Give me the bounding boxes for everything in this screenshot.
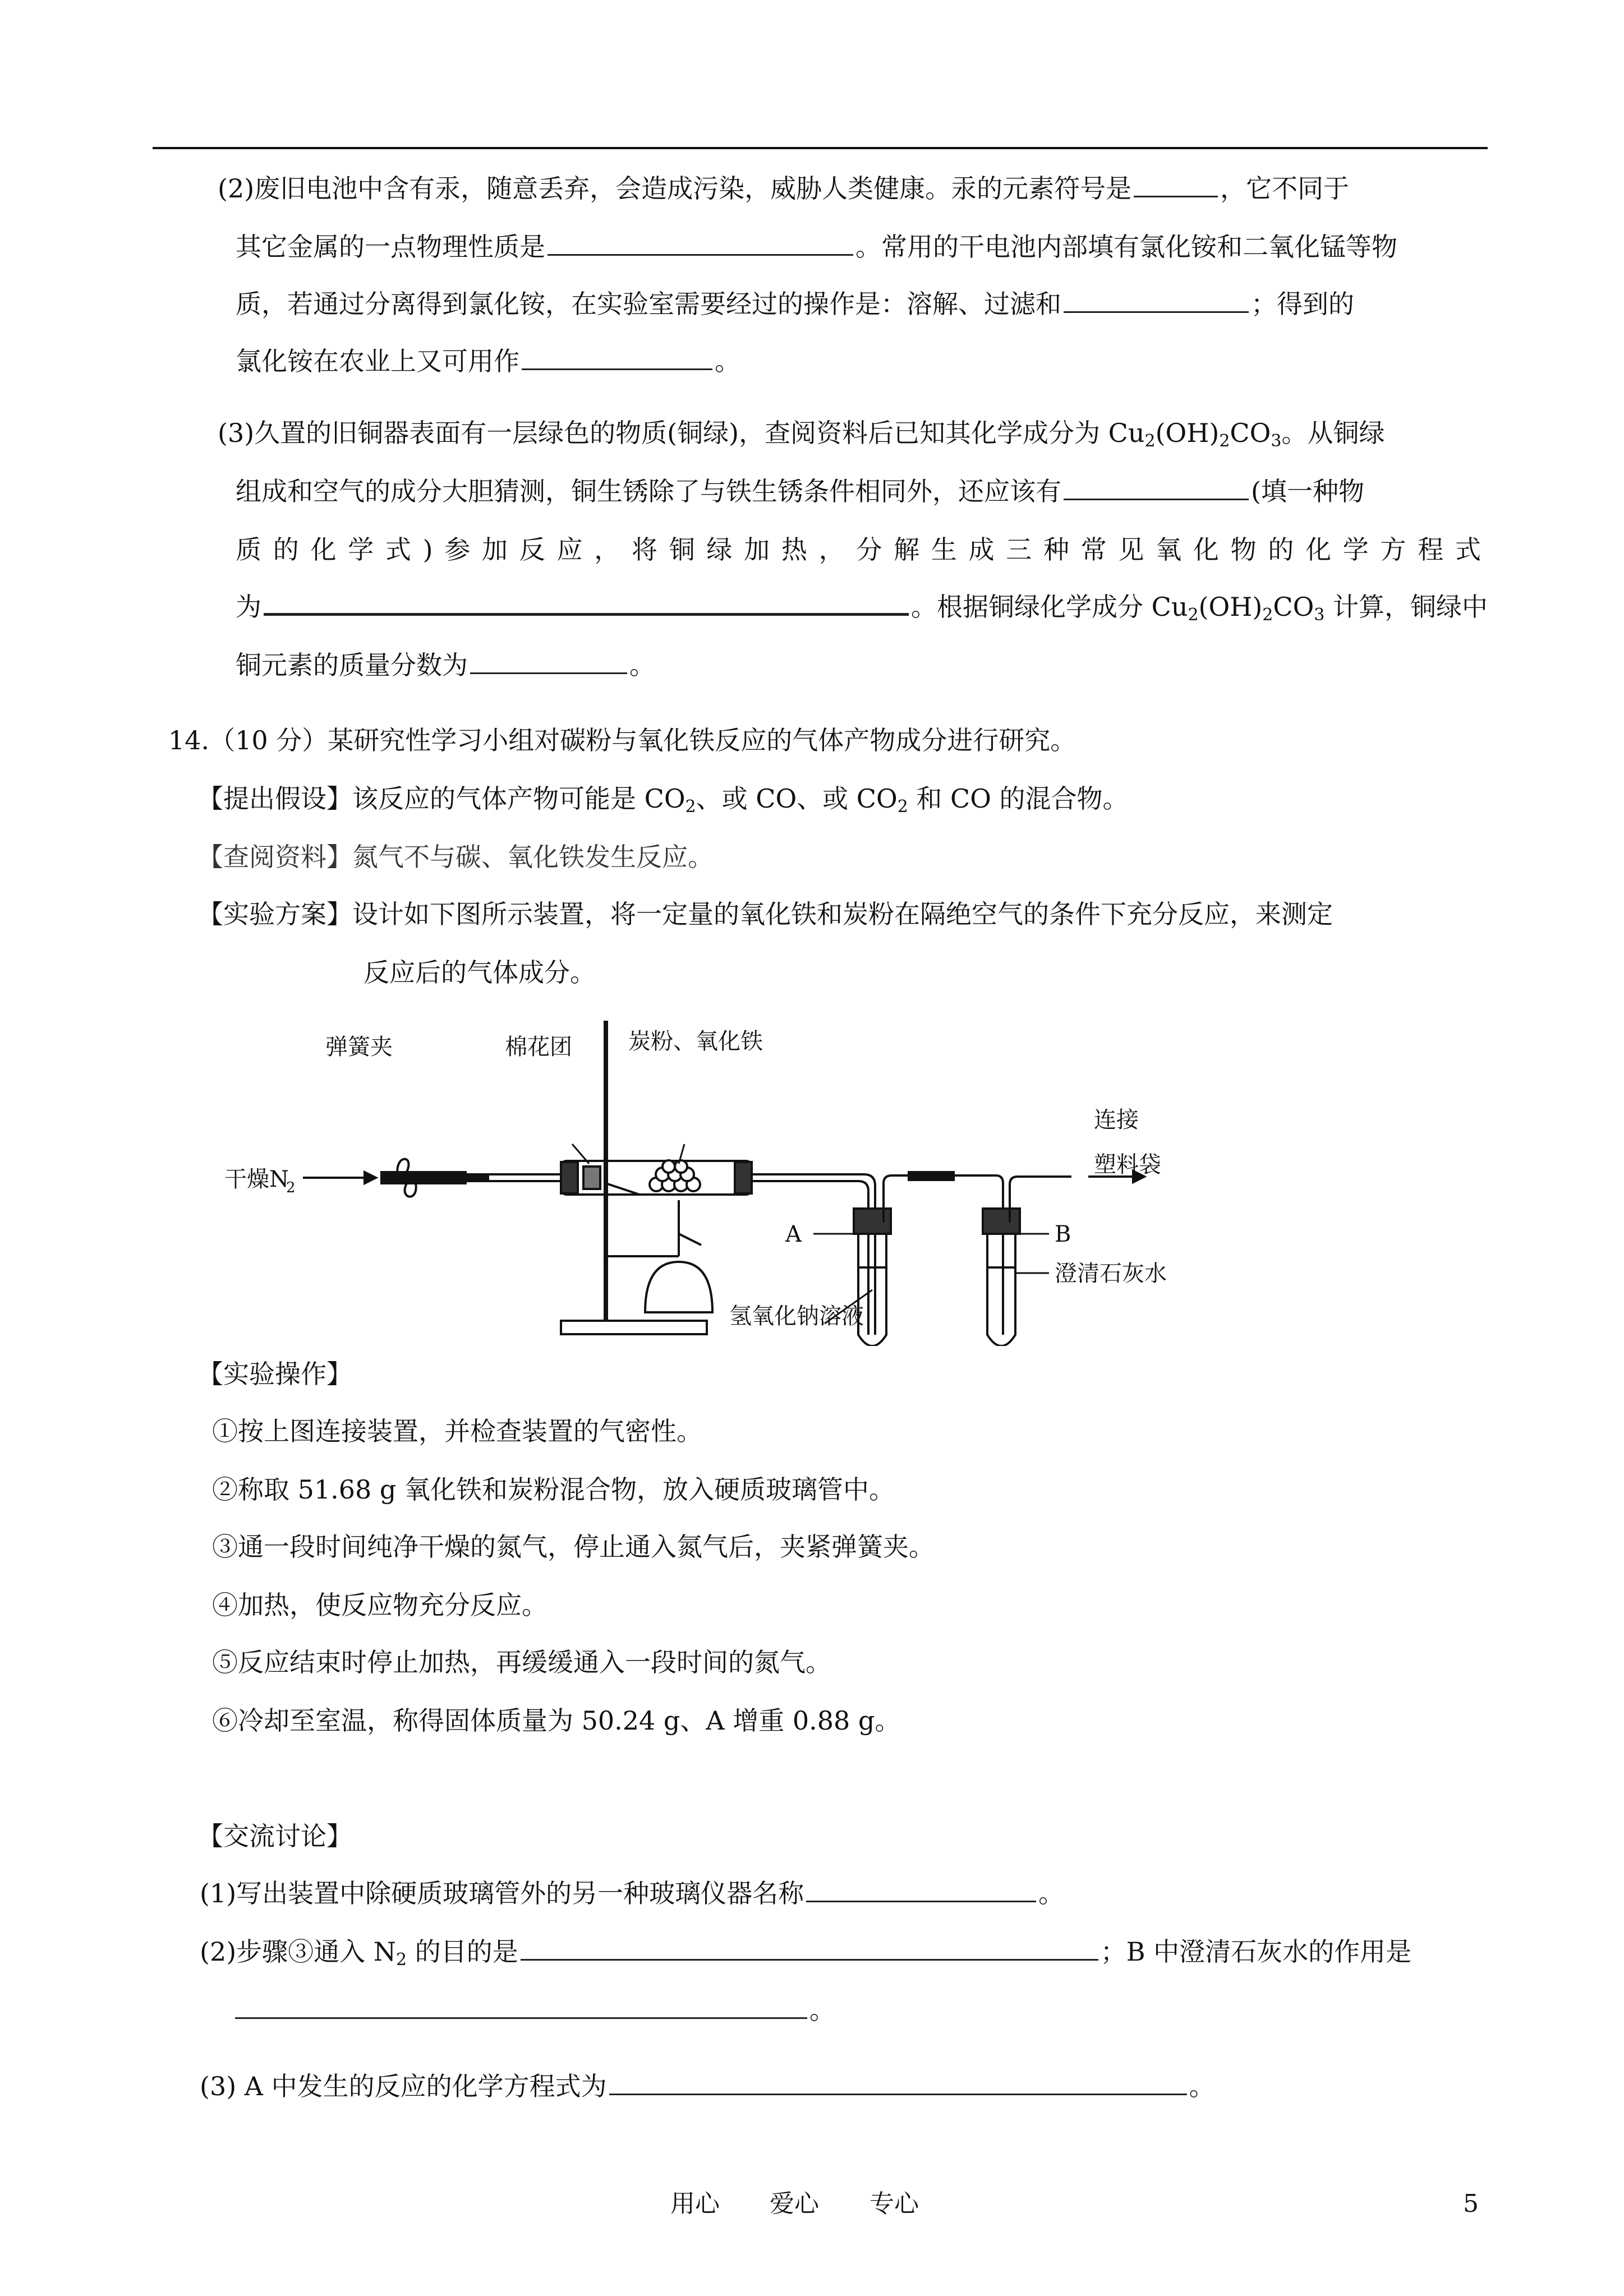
answer-blank[interactable] (235, 1995, 807, 2019)
text: 。 (809, 1995, 835, 2025)
section-label: 【提出假设】 (197, 783, 352, 814)
text: CO (1273, 592, 1314, 622)
step-text: ⑥冷却至室温，称得固体质量为 50.24 g、A 增重 0.88 g。 (212, 1705, 901, 1736)
text: 。根据铜绿化学成分 Cu (911, 592, 1188, 622)
subscript: 3 (1271, 431, 1282, 451)
text: 、或 CO、或 CO (696, 783, 898, 814)
answer-blank[interactable] (1064, 289, 1249, 313)
label-connect: 连接 (1094, 1107, 1139, 1133)
step-text: ①按上图连接装置，并检查装置的气密性。 (212, 1416, 702, 1446)
operation-step-1 (212, 1414, 702, 1448)
clamp-arm (606, 1183, 640, 1195)
q13-3-line1 (218, 416, 1384, 450)
text: 其它金属的一点物理性质是 (236, 232, 545, 262)
test-tube-b (987, 1223, 1015, 1346)
section-label: 【查阅资料】 (197, 842, 352, 872)
label-limewater: 澄清石灰水 (1055, 1261, 1167, 1287)
label-plastic-bag: 塑料袋 (1094, 1152, 1161, 1178)
answer-blank-equation[interactable] (264, 591, 909, 616)
answer-blank[interactable] (521, 1937, 1098, 1961)
subscript: 2 (685, 797, 696, 817)
lamp-wick (679, 1234, 701, 1245)
operation-step-5 (212, 1645, 831, 1679)
q14-reference (197, 840, 714, 874)
step-text: ⑤反应结束时停止加热，再缓缓通入一段时间的氮气。 (212, 1647, 831, 1677)
question-title: 14.（10 分）某研究性学习小组对碳粉与氧化铁反应的气体产物成分进行研究。 (168, 725, 1076, 755)
label-b: B (1055, 1221, 1071, 1247)
text: 氯化铵在农业上又可用作 (236, 346, 519, 376)
stopper-b (983, 1209, 1020, 1234)
answer-blank[interactable] (470, 650, 627, 674)
text: 质的化学式)参加反应，将铜绿加热，分解生成三种常见氧化物的化学方程式 (236, 534, 1481, 565)
stopper-a (854, 1209, 891, 1234)
answer-blank[interactable] (1134, 173, 1218, 197)
text: (3)久置的旧铜器表面有一层绿色的物质(铜绿)，查阅资料后已知其化学成分为 Cu (218, 418, 1145, 448)
q14-plan (197, 897, 1333, 931)
discussion-q2 (200, 1935, 1411, 1968)
step-text: ②称取 51.68 g 氧化铁和炭粉混合物，放入硬质玻璃管中。 (212, 1474, 895, 1505)
text: 为 (236, 592, 261, 622)
subscript: 2 (1188, 605, 1199, 625)
text: CO (1230, 418, 1271, 448)
cotton-plug (583, 1167, 600, 1189)
text: 。从铜绿 (1281, 418, 1385, 448)
text: 。 (715, 346, 740, 376)
text: 氮气不与碳、氧化铁发生反应。 (352, 842, 714, 872)
discussion-label (197, 1819, 352, 1853)
text: ，它不同于 (1220, 173, 1350, 204)
text: (填一种物 (1251, 476, 1364, 506)
text: 该反应的气体产物可能是 CO (352, 783, 686, 814)
footer-motto-3: 专心 (869, 2189, 919, 2218)
text: 。常用的干电池内部填有氯化铵和二氧化锰等物 (855, 232, 1397, 262)
text: 质，若通过分离得到氯化铵，在实验室需要经过的操作是：溶解、过滤和 (236, 289, 1061, 319)
q14-header (168, 723, 1076, 757)
q13-3-line5 (236, 648, 655, 682)
subscript: 2 (1219, 431, 1230, 451)
q13-2-line3 (236, 287, 1354, 321)
text: ；得到的 (1251, 289, 1354, 319)
label-dry-n2: 干燥N (224, 1167, 289, 1192)
rubber-connector (909, 1172, 954, 1180)
subscript: 2 (897, 797, 908, 817)
operation-step-2 (212, 1473, 895, 1506)
text: (OH) (1155, 418, 1220, 448)
text: (3) A 中发生的反应的化学方程式为 (200, 2071, 607, 2101)
text: 和 CO 的混合物。 (908, 783, 1129, 814)
label-spring-clip: 弹簧夹 (325, 1034, 393, 1060)
label-cotton: 棉花团 (505, 1034, 572, 1060)
q13-2-line1 (218, 172, 1349, 205)
subscript: 3 (1314, 605, 1325, 625)
label-dry-n2-sub: 2 (286, 1179, 296, 1196)
text: 计算，铜绿中 (1324, 592, 1488, 622)
text: 。 (629, 650, 655, 680)
text: 反应后的气体成分。 (364, 957, 596, 988)
footer-motto-2: 爱心 (770, 2189, 819, 2218)
text: ；B 中澄清石灰水的作用是 (1100, 1937, 1412, 1967)
text: 。 (1189, 2071, 1215, 2101)
iron-stand-base (561, 1321, 707, 1334)
q13-3-line4 (236, 590, 1488, 624)
arrow-head (365, 1172, 376, 1183)
answer-blank[interactable] (1064, 476, 1249, 500)
subscript: 2 (1262, 605, 1273, 625)
label-naoh-solution: 氢氧化钠溶液 (729, 1303, 864, 1329)
operation-step-4 (212, 1588, 548, 1622)
text: 。 (1038, 1878, 1065, 1908)
text: 组成和空气的成分大胆猜测，铜生锈除了与铁生锈条件相同外，还应该有 (236, 476, 1061, 506)
text: (1)写出装置中除硬质玻璃管外的另一种玻璃仪器名称 (200, 1878, 804, 1908)
section-label: 【实验操作】 (197, 1359, 352, 1389)
tube-joint (466, 1174, 488, 1181)
text: (2)废旧电池中含有汞，随意丢弃，会造成污染，威胁人类健康。汞的元素符号是 (218, 173, 1132, 204)
text: 铜元素的质量分数为 (236, 650, 468, 680)
discussion-q2-cont (233, 1993, 835, 2027)
stopper-left (561, 1162, 578, 1193)
tube-into-b (954, 1175, 1003, 1335)
label-a: A (785, 1221, 802, 1247)
text: (OH) (1198, 592, 1263, 622)
q14-hypothesis (197, 782, 1129, 815)
step-text: ③通一段时间纯净干燥的氮气，停止通入氮气后，夹紧弹簧夹。 (212, 1532, 935, 1562)
subscript: 2 (1144, 431, 1156, 451)
alcohol-lamp (645, 1262, 712, 1312)
footer-motto-1: 用心 (670, 2189, 720, 2218)
header-rule (153, 147, 1488, 149)
answer-blank[interactable] (806, 1878, 1036, 1902)
operations-label (197, 1357, 352, 1391)
operation-step-6 (212, 1704, 900, 1737)
step-text: ④加热，使反应物充分反应。 (212, 1590, 548, 1620)
operation-step-3 (212, 1530, 935, 1564)
answer-blank[interactable] (548, 232, 853, 256)
text: 设计如下图所示装置，将一定量的氧化铁和炭粉在隔绝空气的条件下充分反应，来测定 (352, 899, 1333, 929)
page-number: 5 (1463, 2189, 1479, 2218)
discussion-q3 (200, 2069, 1215, 2103)
text: (2)步骤③通入 N (200, 1937, 397, 1967)
rubber-tube (381, 1172, 466, 1183)
answer-blank[interactable] (522, 346, 712, 370)
apparatus-diagram (213, 1009, 1223, 1346)
q13-3-line3 (236, 533, 1481, 566)
q13-3-line2 (236, 474, 1364, 508)
stopper-right (735, 1162, 752, 1193)
discussion-q1 (200, 1877, 1064, 1910)
subscript: 2 (396, 1950, 407, 1970)
q13-2-line2 (236, 230, 1397, 264)
q13-2-line4 (236, 344, 740, 378)
answer-blank[interactable] (609, 2071, 1187, 2095)
section-label: 【实验方案】 (197, 899, 352, 929)
q14-plan-line2 (364, 956, 596, 989)
label-reactants: 炭粉、氧化铁 (628, 1029, 763, 1054)
section-label: 【交流讨论】 (197, 1821, 352, 1851)
text: 的目的是 (407, 1937, 518, 1967)
